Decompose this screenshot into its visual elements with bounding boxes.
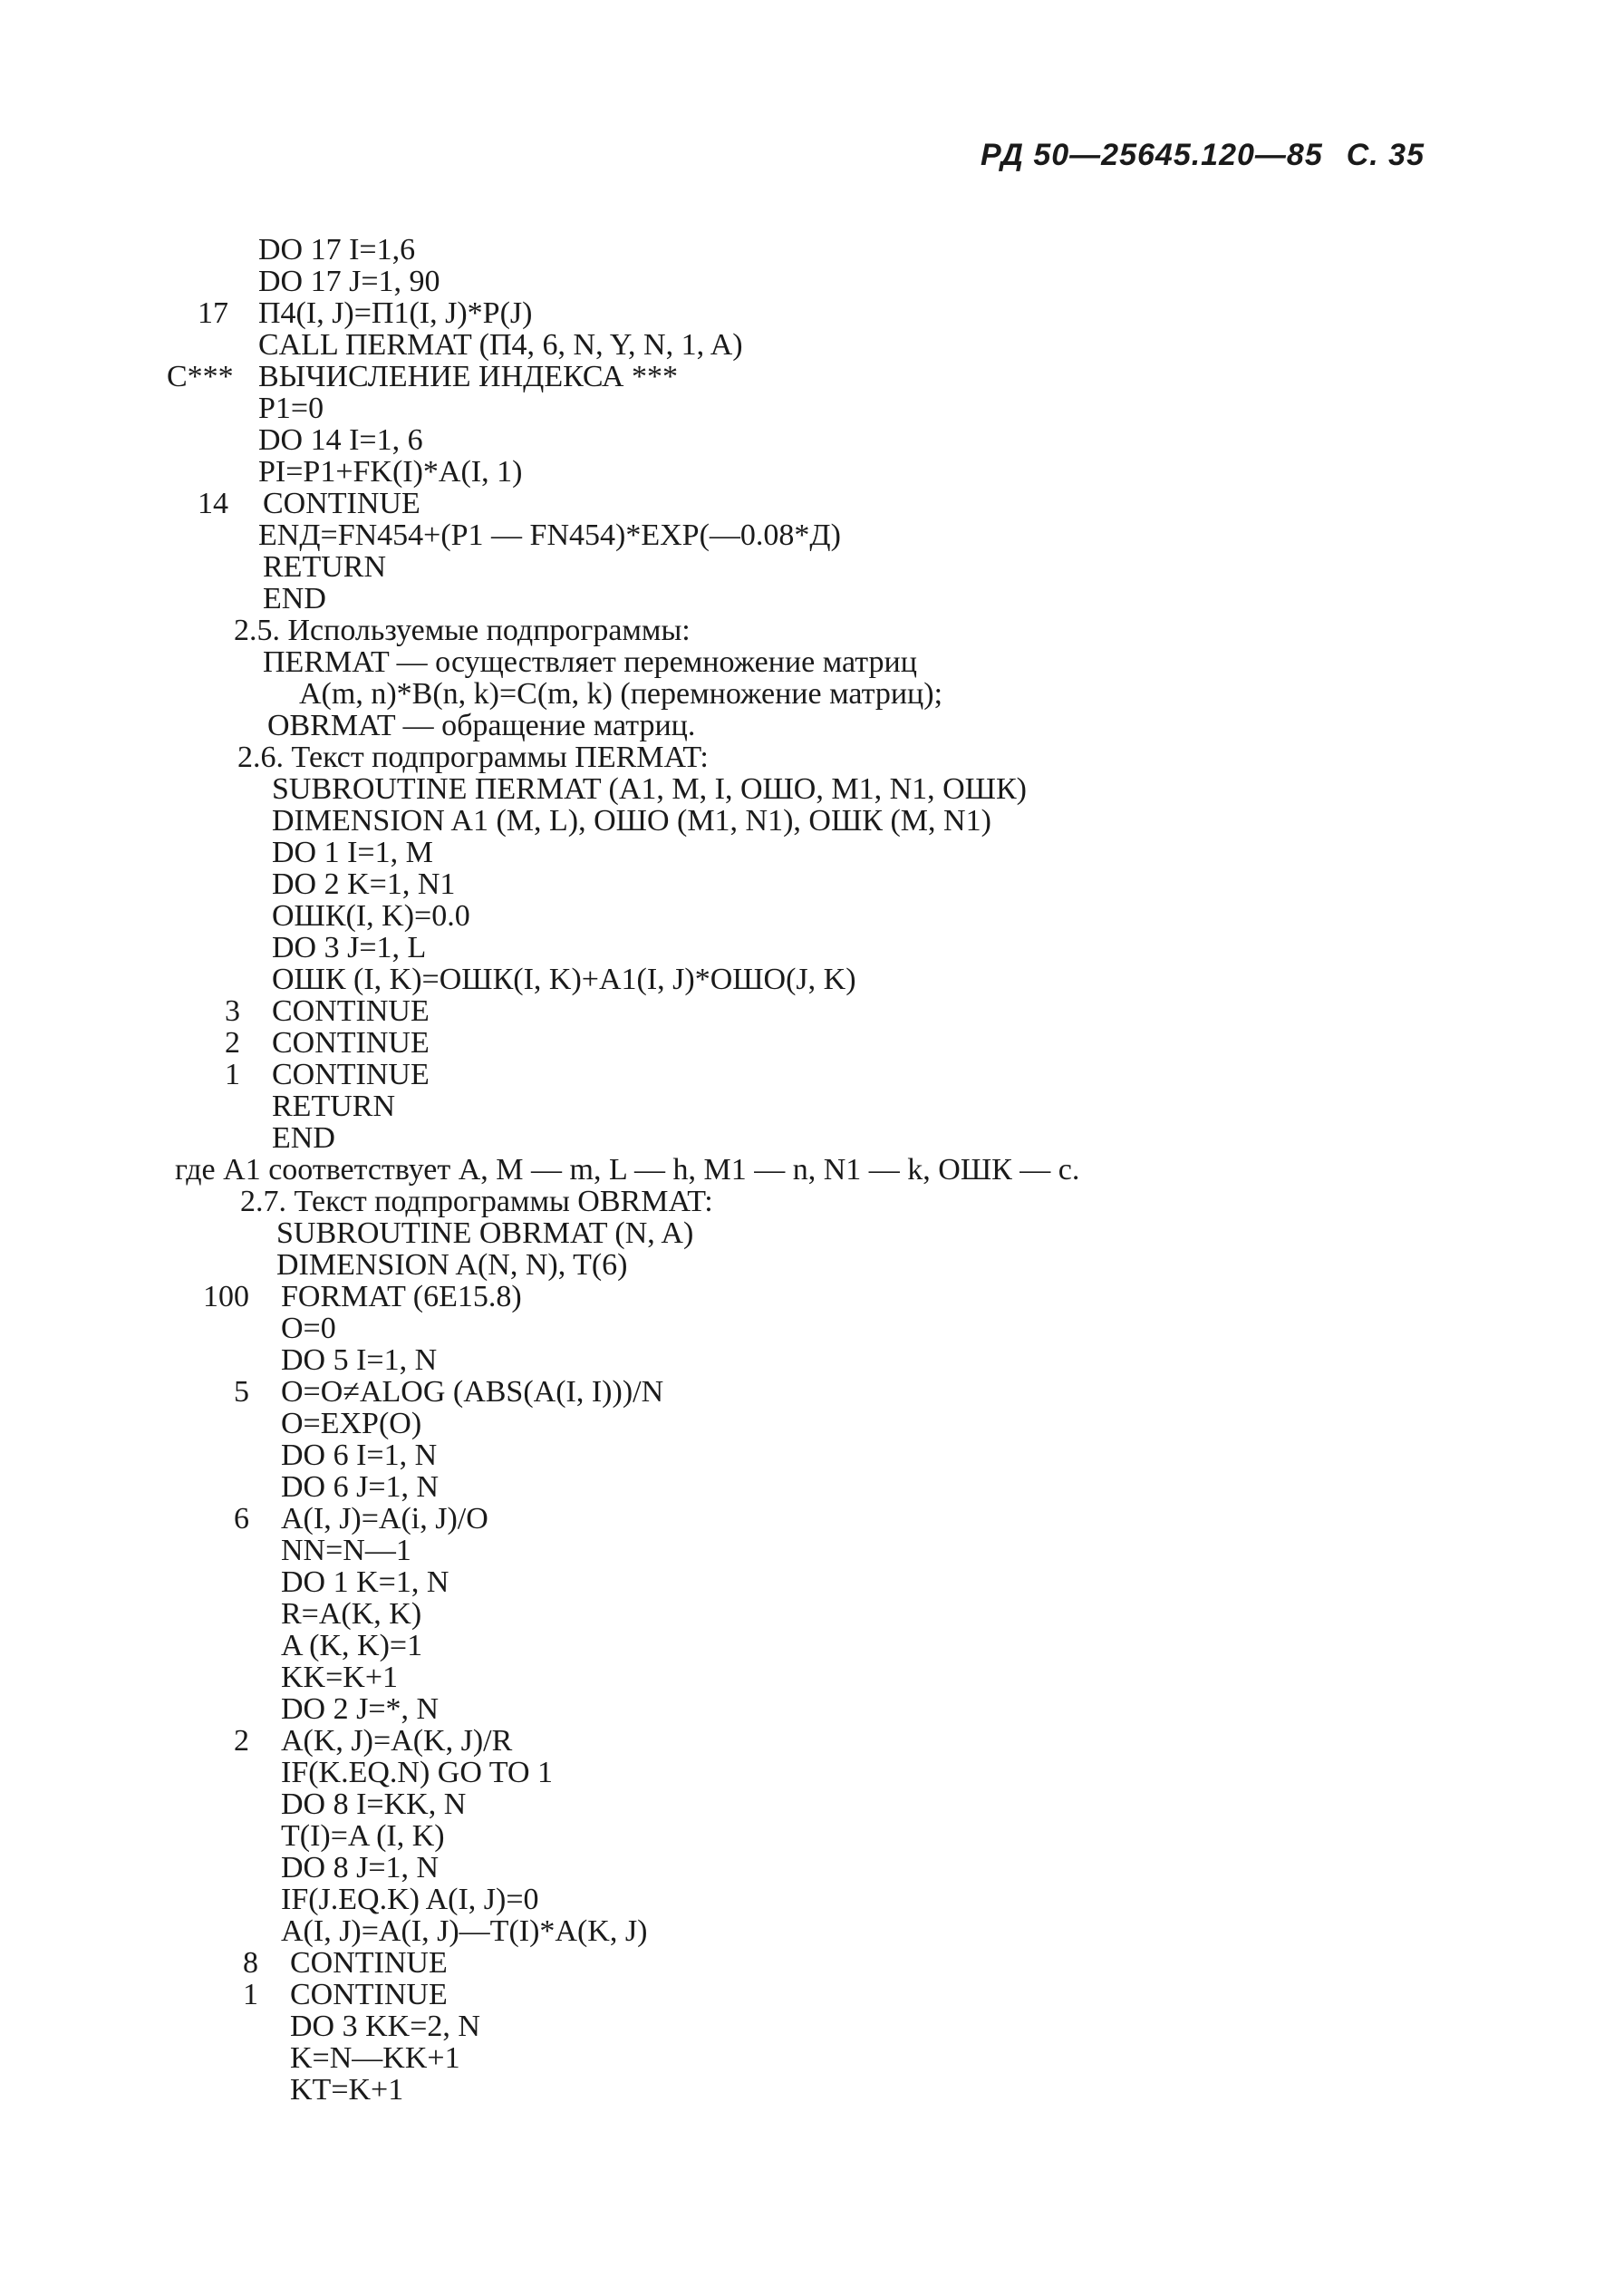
code-line: DO 8 I=KK, N bbox=[281, 1787, 467, 1821]
paragraph-line: A(m, n)*B(n, k)=C(m, k) (перемножение матриц); bbox=[299, 677, 943, 711]
code-line: ВЫЧИСЛЕНИЕ ИНДЕКСА *** bbox=[258, 360, 678, 393]
code-line: CONTINUE bbox=[272, 994, 430, 1028]
code-line: PI=P1+FK(I)*A(I, 1) bbox=[258, 455, 523, 489]
paragraph-line: ПЕRMAT — осуществляет перемножение матриц bbox=[263, 645, 917, 679]
code-line: ENД=FN454+(P1 — FN454)*EXP(—0.08*Д) bbox=[258, 518, 841, 552]
section-heading: 2.5. Используемые подпрограммы: bbox=[234, 614, 691, 647]
code-line: K=N—KK+1 bbox=[290, 2041, 460, 2075]
code-line: DO 1 K=1, N bbox=[281, 1565, 449, 1599]
code-line: R=A(K, K) bbox=[281, 1597, 422, 1631]
code-line: NN=N—1 bbox=[281, 1534, 411, 1567]
code-line: DO 3 KK=2, N bbox=[290, 2010, 480, 2043]
code-line: ОШК (I, K)=ОШК(I, K)+A1(I, J)*ОШО(J, K) bbox=[272, 963, 856, 996]
code-label: 100 bbox=[203, 1280, 249, 1313]
code-line: IF(K.EQ.N) GO TO 1 bbox=[281, 1756, 554, 1789]
section-heading: 2.6. Текст подпрограммы ПЕRMAT: bbox=[237, 741, 709, 774]
code-line: CONTINUE bbox=[290, 1946, 448, 1980]
code-line: O=O≠ALOG (ABS(A(I, I)))/N bbox=[281, 1375, 664, 1409]
code-line: DO 5 I=1, N bbox=[281, 1343, 438, 1377]
code-line: DO 17 J=1, 90 bbox=[258, 265, 440, 298]
code-line: DO 3 J=1, L bbox=[272, 931, 427, 964]
code-line: KK=K+1 bbox=[281, 1661, 399, 1694]
code-line: DO 6 J=1, N bbox=[281, 1470, 440, 1504]
code-line: RETURN bbox=[263, 550, 386, 584]
code-line: CONTINUE bbox=[263, 487, 420, 520]
code-label: 6 bbox=[234, 1502, 249, 1536]
code-line: DO 2 J=*, N bbox=[281, 1692, 440, 1726]
code-line: FORMAT (6E15.8) bbox=[281, 1280, 522, 1313]
code-line: DIMENSION A1 (M, L), ОШО (M1, N1), ОШК (M, N1) bbox=[272, 804, 991, 838]
code-line: DO 6 I=1, N bbox=[281, 1439, 438, 1472]
code-line: KT=K+1 bbox=[290, 2073, 404, 2107]
code-line: CONTINUE bbox=[290, 1978, 448, 2011]
variable-mapping-line: где A1 соответствует A, M — m, L — h, M1 — n, N1 — k, ОШК — c. bbox=[175, 1153, 1080, 1187]
code-line: P1=0 bbox=[258, 392, 324, 425]
comment-label: C*** bbox=[167, 360, 234, 393]
code-line: DO 17 I=1,6 bbox=[258, 233, 416, 266]
document-id: РД 50—25645.120—85 bbox=[980, 138, 1323, 172]
code-line: A(I, J)=A(i, J)/O bbox=[281, 1502, 488, 1536]
code-line: T(I)=A (I, K) bbox=[281, 1819, 445, 1853]
code-label: 1 bbox=[225, 1058, 240, 1091]
code-label: 3 bbox=[225, 994, 240, 1028]
code-line: SUBROUTINE OBRMAT (N, A) bbox=[276, 1216, 694, 1250]
code-label: 1 bbox=[243, 1978, 258, 2011]
paragraph-line: OBRMAT — обращение матриц. bbox=[267, 709, 696, 742]
page-number: С. 35 bbox=[1346, 138, 1425, 172]
code-line: ОШК(I, K)=0.0 bbox=[272, 899, 470, 933]
code-line: DIMENSION A(N, N), T(6) bbox=[276, 1248, 628, 1282]
section-heading: 2.7. Текст подпрограммы OBRMAT: bbox=[240, 1185, 713, 1218]
code-line: DO 8 J=1, N bbox=[281, 1851, 440, 1884]
code-line: O=EXP(O) bbox=[281, 1407, 422, 1440]
code-label: 14 bbox=[198, 487, 228, 520]
code-line: A(I, J)=A(I, J)—T(I)*A(K, J) bbox=[281, 1914, 648, 1948]
code-line: END bbox=[272, 1121, 335, 1155]
code-label: 8 bbox=[243, 1946, 258, 1980]
code-line: A(K, J)=A(K, J)/R bbox=[281, 1724, 513, 1758]
code-label: 2 bbox=[234, 1724, 249, 1758]
code-label: 5 bbox=[234, 1375, 249, 1409]
code-line: DO 1 I=1, M bbox=[272, 836, 433, 869]
code-line: CONTINUE bbox=[272, 1058, 430, 1091]
code-line: SUBROUTINE ПЕRMAT (A1, M, I, ОШО, M1, N1, ОШК) bbox=[272, 772, 1027, 806]
code-line: END bbox=[263, 582, 326, 615]
code-line: O=0 bbox=[281, 1312, 336, 1345]
code-label: 2 bbox=[225, 1026, 240, 1060]
page-header bbox=[981, 138, 1425, 173]
code-line: RETURN bbox=[272, 1090, 395, 1123]
code-line: IF(J.EQ.K) A(I, J)=0 bbox=[281, 1883, 539, 1916]
code-line: CALL ПЕRMAT (П4, 6, N, Y, N, 1, A) bbox=[258, 328, 743, 362]
code-label: 17 bbox=[198, 296, 228, 330]
code-line: П4(I, J)=П1(I, J)*P(J) bbox=[258, 296, 533, 330]
code-line: CONTINUE bbox=[272, 1026, 430, 1060]
code-line: A (K, K)=1 bbox=[281, 1629, 423, 1662]
code-line: DO 14 I=1, 6 bbox=[258, 423, 423, 457]
code-line: DO 2 K=1, N1 bbox=[272, 867, 456, 901]
